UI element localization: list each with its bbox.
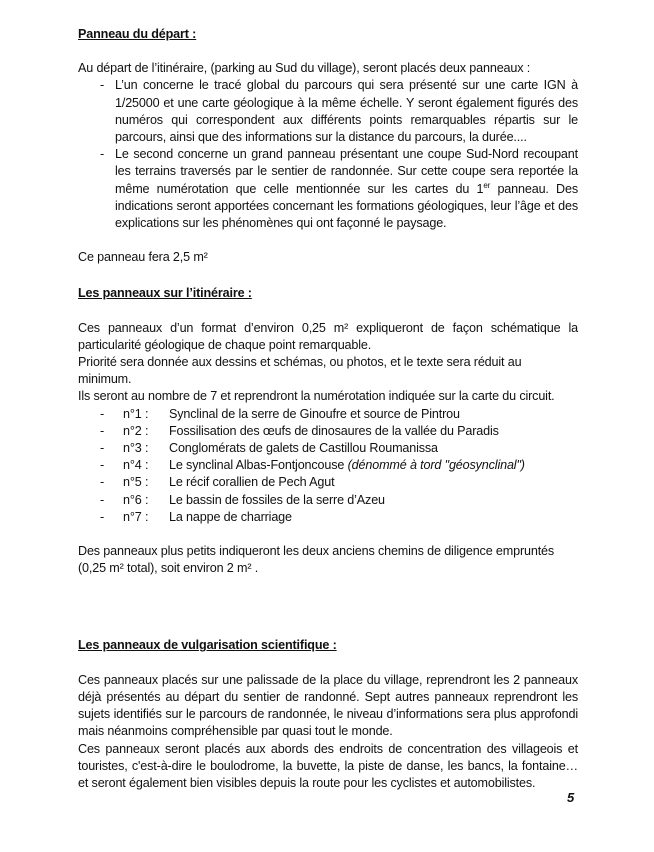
list-item: - L’un concerne le tracé global du parcours qui sera présenté sur une carte IGN à 1/25000 et une carte géologique à la même échelle. Y seront également figurés des numéros qui correspondent aux différents points remarquables répartis sur le parcours, ainsi que des informations sur la distance du parcours, la durée.... (78, 77, 578, 146)
document-page (78, 26, 578, 792)
list-item: - n°5 : Le récif corallien de Pech Agut (78, 474, 578, 491)
superscript: er (483, 180, 491, 190)
page-number: 5 (567, 790, 575, 805)
itineraire-paragraph-1: Ces panneaux d’un format d’environ 0,25 m² expliqueront de façon schématique la particularité géologique de chaque point remarquable. (78, 320, 578, 352)
itineraire-paragraph-3: Ils seront au nombre de 7 et reprendront la numérotation indiquée sur la carte du circuit. (78, 389, 555, 404)
list-item: - n°2 : Fossilisation des œufs de dinosaures de la vallée du Paradis (78, 423, 578, 440)
panel-size-note: Ce panneau fera 2,5 m² (78, 250, 208, 265)
depart-panels-list (78, 77, 578, 232)
list-item: - n°4 : Le synclinal Albas-Fontjoncouse (dénommé à tord "géosynclinal") (78, 457, 578, 474)
vulgarisation-paragraph-1: Ces panneaux placés sur une palissade de la place du village, reprendront les 2 panneaux déjà présentés au départ du sentier de randonné. Sept autres panneaux reprendront les sujets identifiés sur le parcours de randonnée, le niveau d’informations sera plus approfondi mais néanmoins compréhensible par quasi tout le monde. (78, 672, 578, 739)
vulgarisation-paragraph-2: Ces panneaux seront placés aux abords des endroits de concentration des villageois et touristes, c'est-à-dire le boulodrome, la buvette, la piste de danse, les bancs, la fontaine… et seront également bien visibles depuis la route pour les cyclistes et automobilistes. (78, 741, 578, 790)
list-item: - n°6 : Le bassin de fossiles de la serre d’Azeu (78, 492, 578, 509)
section-heading-vulgarisation: Les panneaux de vulgarisation scientifique : (78, 638, 337, 653)
list-item: - n°1 : Synclinal de la serre de Ginoufre et source de Pintrou (78, 406, 578, 423)
intro-paragraph: Au départ de l’itinéraire, (parking au Sud du village), seront placés deux panneaux : (78, 61, 531, 76)
list-item: - Le second concerne un grand panneau présentant une coupe Sud-Nord recoupant les terrains traversés par le sentier de randonnée. Sur cette coupe sera reportée la même numérotation que celle mentionnée sur les cartes du 1er panneau. Des indications seront apportées concernant les formations géologiques, leur l’âge et des explications sur les phénomènes qui ont façonné le paysage. (78, 146, 578, 232)
remarkable-points-list (78, 406, 578, 526)
list-item: - n°3 : Conglomérats de galets de Castillou Roumanissa (78, 440, 578, 457)
section-heading-depart: Panneau du départ : (78, 27, 197, 41)
section-heading-itineraire: Les panneaux sur l’itinéraire : (78, 286, 252, 301)
italic-note: (dénommé à tord "géosynclinal") (347, 458, 525, 473)
list-item: - n°7 : La nappe de charriage (78, 509, 578, 526)
small-panels-paragraph: Des panneaux plus petits indiqueront les deux anciens chemins de diligence empruntés (0,25 m² total), soit environ 2 m² . (78, 544, 555, 576)
itineraire-paragraph-2: Priorité sera donnée aux dessins et schémas, ou photos, et le texte sera réduit au minimum. (78, 355, 522, 387)
